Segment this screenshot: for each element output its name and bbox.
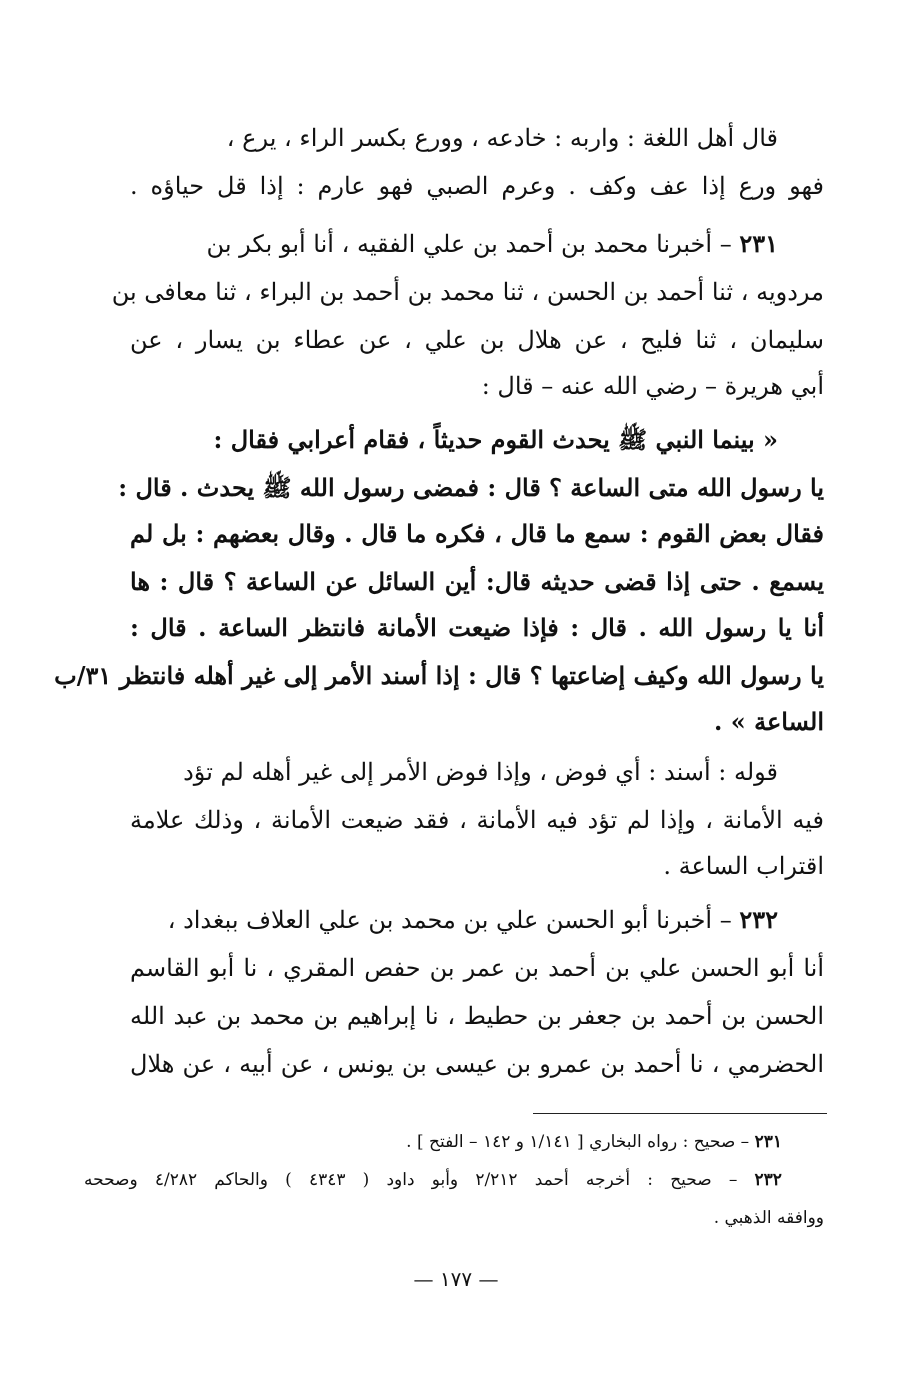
- text-line: [130, 320, 824, 360]
- footnote-text: – صحيح : أخرجه أحمد ٢/٢١٢ وأبو داود ( ٤٣٤٣ ) والحاكم ٤/٢٨٢ وصححه: [84, 1170, 755, 1190]
- line-text: – أخبرنا أبو الحسن علي بن محمد بن علي العلاف ببغداد ،: [167, 906, 740, 934]
- text-line: [130, 752, 778, 792]
- footnote-continuation: [84, 1204, 824, 1232]
- footnote: [84, 1166, 782, 1194]
- line-text: قوله : أسند : أي فوض ، وإذا فوض الأمر إلى غير أهله لم تؤد: [183, 758, 778, 786]
- footnote-text: – صحيح : رواه البخاري [ ١/١٤١ و ١٤٢ – الفتح ] .: [406, 1132, 755, 1152]
- line-text: يسمع . حتى إذا قضى حديثه قال: أين السائل عن الساعة ؟ قال : ها: [130, 567, 824, 596]
- text-line: [130, 166, 824, 206]
- footnote-text: ووافقه الذهبي .: [713, 1208, 824, 1228]
- line-text: اقتراب الساعة .: [663, 852, 824, 880]
- footnote-divider: [533, 1113, 827, 1114]
- line-text: يا رسول الله متى الساعة ؟ قال : فمضى رسول الله ﷺ يحدث . قال :: [118, 473, 824, 502]
- text-line: [130, 846, 824, 886]
- line-text: أنا يا رسول الله . قال : فإذا ضيعت الأمانة فانتظر الساعة . قال :: [130, 613, 824, 642]
- text-line: [130, 118, 778, 158]
- hadith-number: ٢٣١: [739, 229, 778, 258]
- line-text: مردويه ، ثنا أحمد بن الحسن ، ثنا محمد بن أحمد بن البراء ، ثنا معافى بن: [111, 278, 824, 306]
- footnote-number: ٢٣٢: [754, 1170, 782, 1190]
- line-text: فيه الأمانة ، وإذا لم تؤد فيه الأمانة ، فقد ضيعت الأمانة ، وذلك علامة: [130, 806, 824, 834]
- hadith-text-line: [130, 562, 824, 602]
- line-text: قال أهل اللغة : واربه : خادعه ، وورع بكسر الراء ، يرع ،: [226, 124, 778, 152]
- text-line: [130, 948, 824, 988]
- text-line: [130, 800, 824, 840]
- hadith-text-line: [130, 608, 824, 648]
- line-text: فهو ورع إذا عف وكف . وعرم الصبي فهو عارم : إذا قل حياؤه .: [130, 172, 824, 200]
- hadith-text-line: [118, 468, 824, 508]
- hadith-number-line: [130, 224, 778, 264]
- text-line: [111, 272, 824, 312]
- hadith-number: ٢٣٢: [739, 905, 778, 934]
- text-line: [130, 366, 824, 406]
- line-text: الحسن بن أحمد بن جعفر بن حطيط ، نا إبراهيم بن محمد بن عبد الله: [130, 1002, 824, 1030]
- line-text: – أخبرنا محمد بن أحمد بن علي الفقيه ، أنا أبو بكر بن: [206, 230, 740, 258]
- text-line: [130, 1044, 824, 1084]
- footnote: [84, 1128, 782, 1156]
- hadith-number-line: [130, 900, 778, 940]
- line-text: الساعة » .: [714, 707, 824, 736]
- line-text: أبي هريرة – رضي الله عنه – قال :: [481, 372, 824, 400]
- page-number: — ١٧٧ —: [413, 1267, 499, 1291]
- line-text: سليمان ، ثنا فليح ، عن هلال بن علي ، عن عطاء بن يسار ، عن: [130, 326, 824, 354]
- line-text: الحضرمي ، نا أحمد بن عمرو بن عيسى بن يونس ، عن أبيه ، عن هلال: [130, 1050, 824, 1078]
- line-text: فقال بعض القوم : سمع ما قال ، فكره ما قال . وقال بعضهم : بل لم: [130, 519, 824, 548]
- line-text: يا رسول الله وكيف إضاعتها ؟ قال : إذا أسند الأمر إلى غير أهله فانتظر ٣١/ب: [54, 661, 824, 690]
- footnote-number: ٢٣١: [754, 1132, 782, 1152]
- line-text: أنا أبو الحسن علي بن أحمد بن عمر بن حفص المقري ، نا أبو القاسم: [130, 954, 824, 982]
- hadith-text-line: [130, 420, 778, 460]
- hadith-text-line: [130, 514, 824, 554]
- hadith-text-line: [130, 702, 824, 742]
- line-text: « بينما النبي ﷺ يحدث القوم حديثاً ، فقام أعرابي فقال :: [213, 425, 778, 454]
- hadith-text-line: [54, 656, 824, 696]
- text-line: [130, 996, 824, 1036]
